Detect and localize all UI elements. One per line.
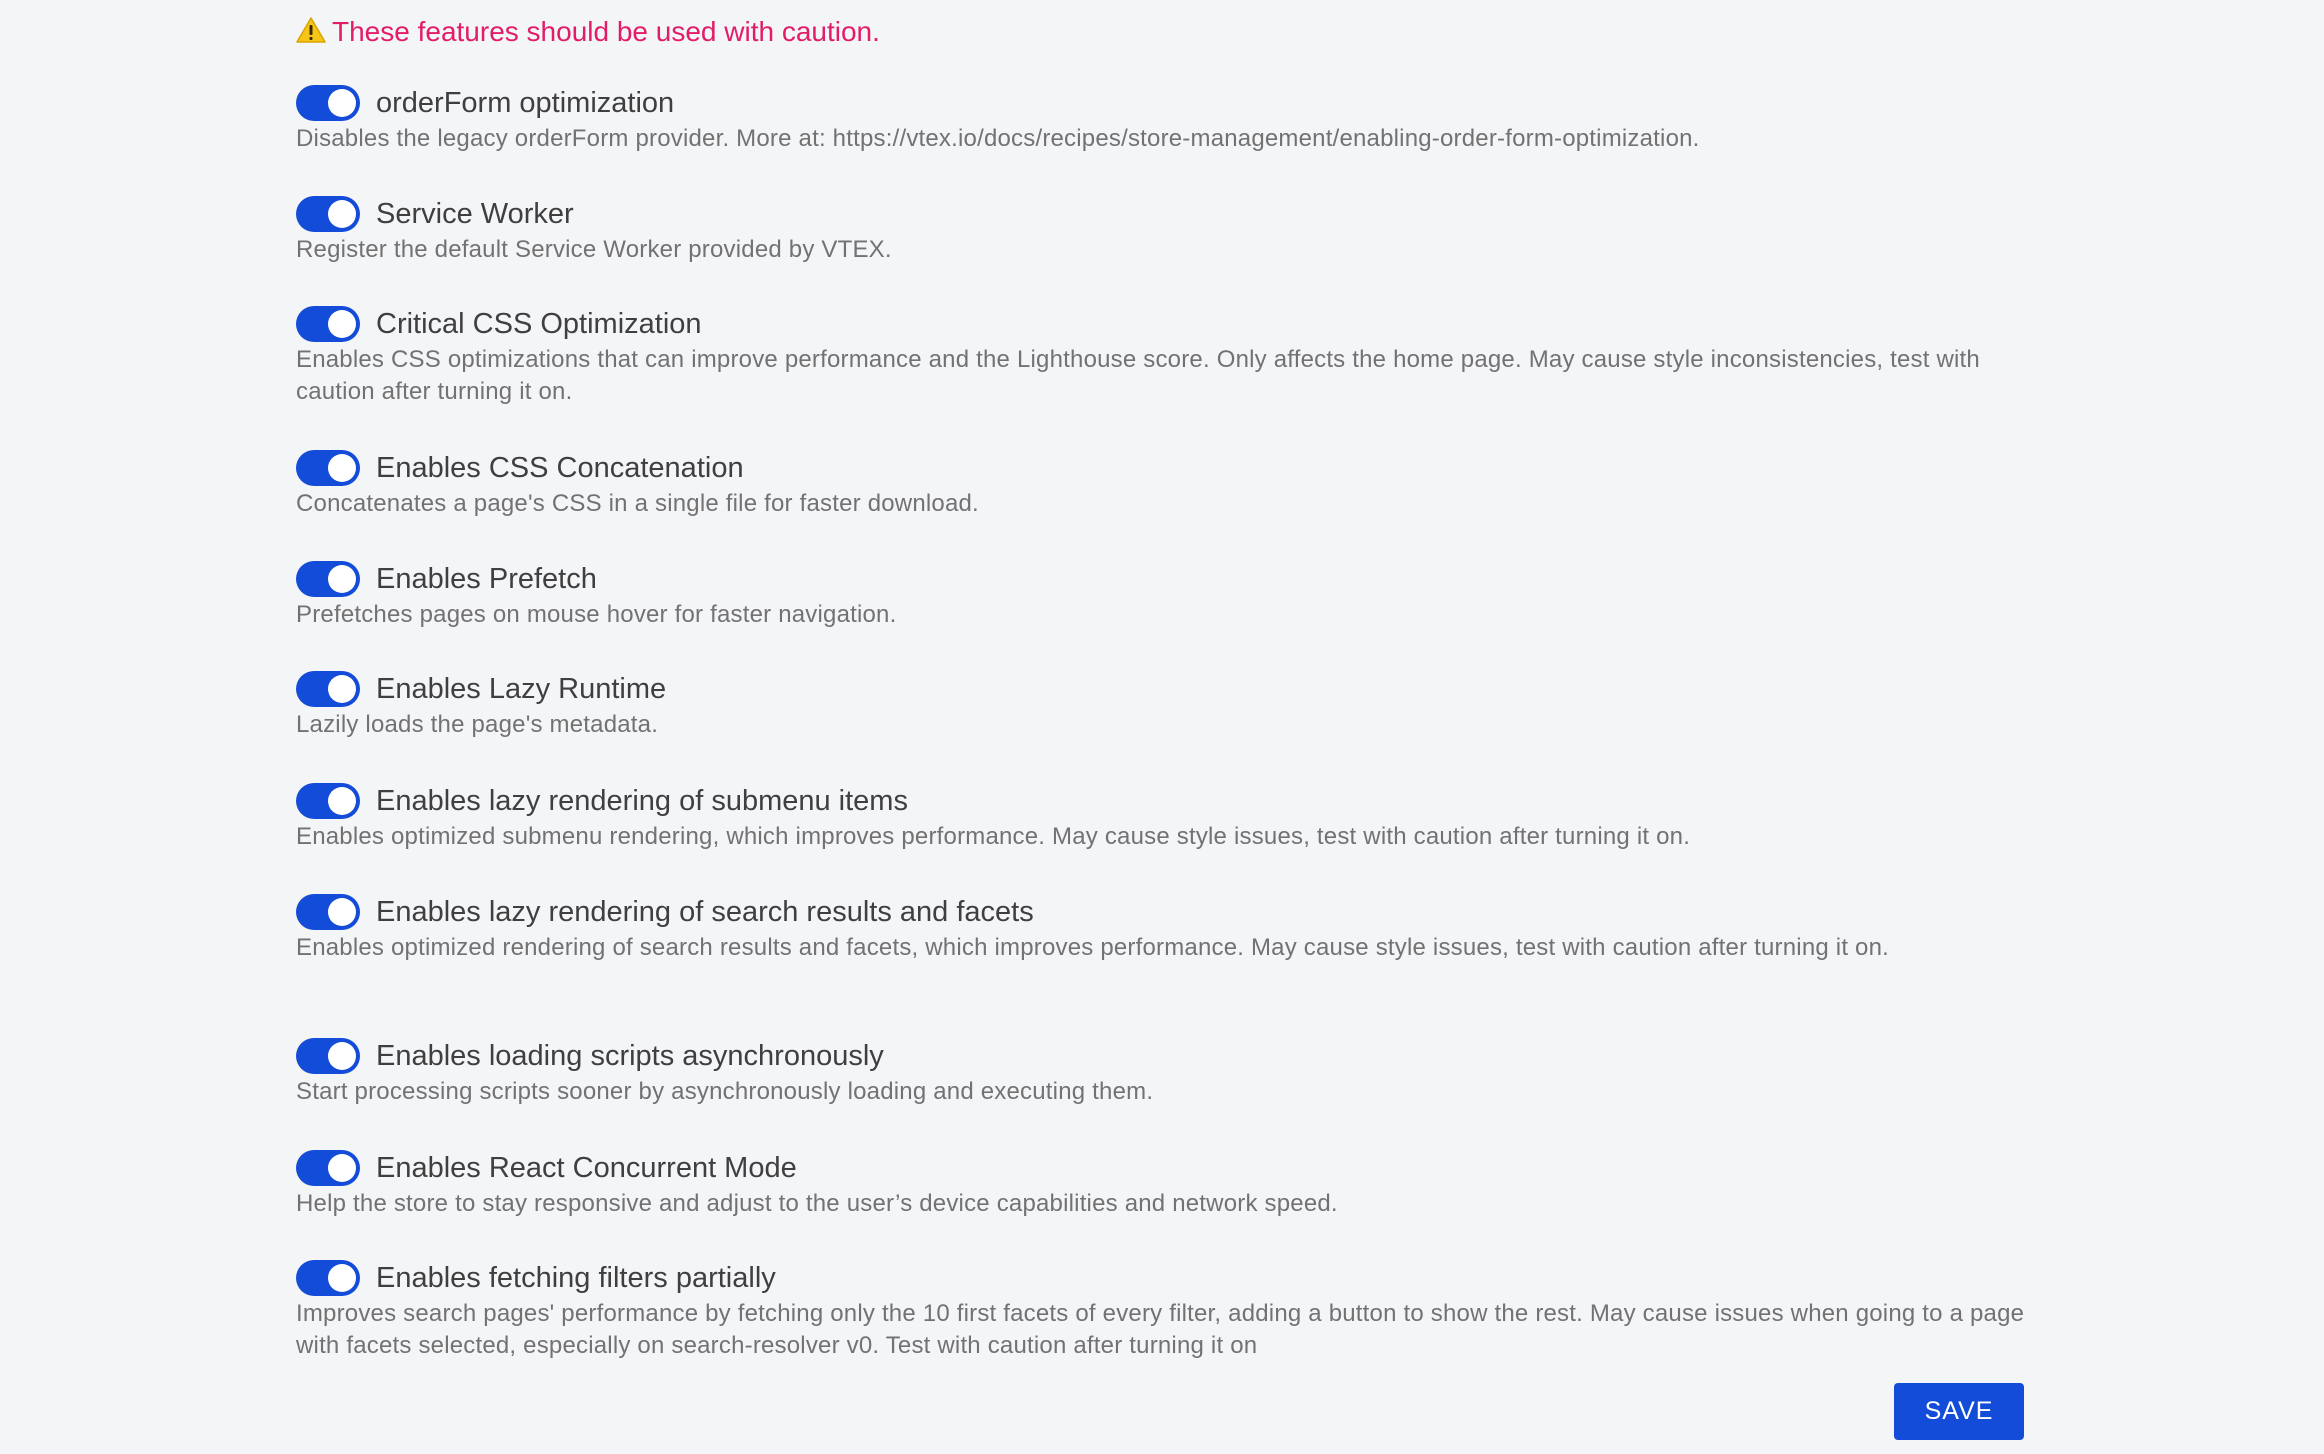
- feature-description: Enables optimized rendering of search results and facets, which improves performance. May cause style issues, test with caution after turning it on.: [296, 934, 1890, 961]
- lazy-runtime-toggle[interactable]: [296, 671, 360, 707]
- feature-title: Enables CSS Concatenation: [376, 451, 744, 484]
- feature-title: Enables loading scripts asynchronously: [376, 1039, 884, 1072]
- feature-prefetch: [296, 559, 2026, 631]
- feature-description: Start processing scripts sooner by asynchronously loading and executing them.: [296, 1078, 1154, 1105]
- lazy-submenu-rendering-toggle[interactable]: [296, 783, 360, 819]
- async-scripts-toggle[interactable]: [296, 1038, 360, 1074]
- feature-description: Prefetches pages on mouse hover for faster navigation.: [296, 601, 897, 628]
- feature-async-scripts: [296, 1036, 2026, 1108]
- feature-title: Enables Prefetch: [376, 562, 597, 595]
- feature-description: Lazily loads the page's metadata.: [296, 711, 659, 738]
- feature-title: Enables Lazy Runtime: [376, 672, 667, 705]
- feature-title: Service Worker: [376, 197, 574, 230]
- save-button[interactable]: SAVE: [1894, 1383, 2024, 1440]
- partial-filters-fetching-toggle[interactable]: [296, 1260, 360, 1296]
- feature-orderform-optimization: [296, 83, 2026, 155]
- react-concurrent-mode-toggle[interactable]: [296, 1150, 360, 1186]
- feature-css-concatenation: [296, 448, 2026, 520]
- feature-description: Enables CSS optimizations that can improve performance and the Lighthouse score. Only affects the home page. May cause style inconsistencies, test with caution after turning it on.: [296, 346, 1980, 405]
- feature-description: Disables the legacy orderForm provider. More at: https://vtex.io/docs/recipes/store-management/enabling-order-form-optimization.: [296, 125, 1700, 152]
- feature-title: Enables lazy rendering of submenu items: [376, 784, 908, 817]
- feature-title: Enables lazy rendering of search results and facets: [376, 895, 1034, 928]
- critical-css-optimization-toggle[interactable]: [296, 306, 360, 342]
- feature-critical-css-optimization: [296, 304, 2026, 408]
- feature-title: orderForm optimization: [376, 86, 675, 119]
- feature-lazy-search-rendering: [296, 892, 2026, 964]
- feature-react-concurrent-mode: [296, 1148, 2026, 1220]
- feature-description: Concatenates a page's CSS in a single file for faster download.: [296, 490, 979, 517]
- service-worker-toggle[interactable]: [296, 196, 360, 232]
- feature-title: Enables React Concurrent Mode: [376, 1151, 797, 1184]
- feature-service-worker: [296, 194, 2026, 266]
- feature-description: Enables optimized submenu rendering, which improves performance. May cause style issues, test with caution after turning it on.: [296, 823, 1691, 850]
- feature-lazy-submenu-rendering: [296, 781, 2026, 853]
- css-concatenation-toggle[interactable]: [296, 450, 360, 486]
- lazy-search-rendering-toggle[interactable]: [296, 894, 360, 930]
- feature-description: Improves search pages' performance by fetching only the 10 first facets of every filter, adding a button to show the rest. May cause issues when going to a page with facets selected, especially on search-resolver v0. Test with caution after turning it on: [296, 1300, 2025, 1359]
- prefetch-toggle[interactable]: [296, 561, 360, 597]
- feature-description: Register the default Service Worker provided by VTEX.: [296, 236, 892, 263]
- caution-warning: [296, 12, 880, 52]
- caution-warning-text: These features should be used with caution.: [332, 16, 880, 47]
- feature-description: Help the store to stay responsive and adjust to the user’s device capabilities and network speed.: [296, 1190, 1338, 1217]
- feature-title: Enables fetching filters partially: [376, 1261, 776, 1294]
- feature-title: Critical CSS Optimization: [376, 307, 702, 340]
- feature-lazy-runtime: [296, 669, 2026, 741]
- feature-partial-filters-fetching: [296, 1258, 2026, 1362]
- warning-icon: [296, 17, 326, 43]
- orderform-optimization-toggle[interactable]: [296, 85, 360, 121]
